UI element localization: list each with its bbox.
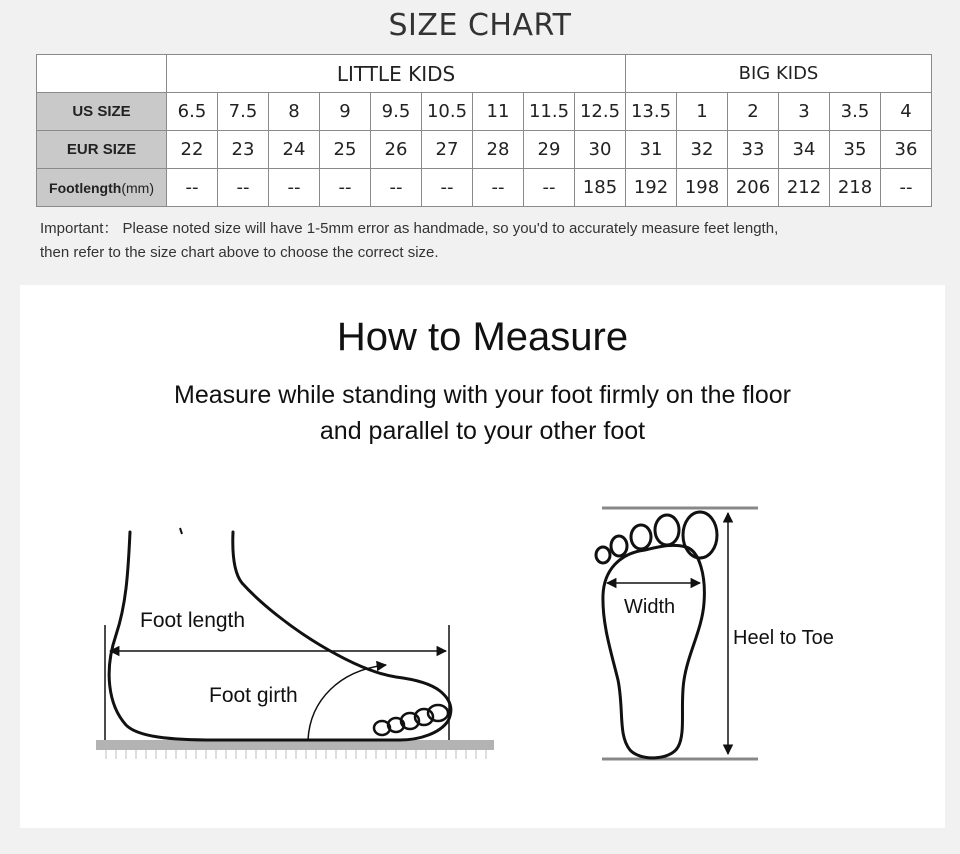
table-cell: 33 [728, 131, 779, 169]
table-cell: -- [422, 169, 473, 207]
row-label-text: US SIZE [72, 103, 131, 120]
table-cell: 6.5 [167, 93, 218, 131]
table-cell: 3.5 [830, 93, 881, 131]
table-cell: -- [269, 169, 320, 207]
table-cell: 206 [728, 169, 779, 207]
table-cell: 2 [728, 93, 779, 131]
side-foot-outline [109, 532, 451, 740]
row-label-text: Footlength [49, 179, 122, 196]
table-cell: 13.5 [626, 93, 677, 131]
row-label [37, 131, 167, 169]
table-cell: 11 [473, 93, 524, 131]
foot-girth-label: Foot girth [209, 684, 298, 707]
row-label-text: EUR SIZE [66, 141, 137, 158]
row-label [37, 169, 167, 207]
table-cell: 23 [218, 131, 269, 169]
measurement-illustration [20, 285, 945, 828]
table-cell: 28 [473, 131, 524, 169]
table-cell: 12.5 [575, 93, 626, 131]
row-label [37, 93, 167, 131]
table-cell: 11.5 [524, 93, 575, 131]
table-cell: 27 [422, 131, 473, 169]
table-cell: 4 [881, 93, 932, 131]
foot-length-label: Foot length [140, 609, 246, 632]
important-note-line-2: then refer to the size chart above to choose the correct size. [40, 244, 439, 261]
table-cell: 1 [677, 93, 728, 131]
table-cell: -- [473, 169, 524, 207]
table-cell: 218 [830, 169, 881, 207]
top-toes [596, 512, 717, 563]
table-cell: 26 [371, 131, 422, 169]
instruction-line-1: Measure while standing with your foot firmly on the floor [174, 381, 791, 409]
how-to-measure-panel [20, 285, 945, 828]
table-cell: 3 [779, 93, 830, 131]
table-cell: -- [881, 169, 932, 207]
important-note [40, 217, 920, 265]
table-cell: 36 [881, 131, 932, 169]
important-note-line-1: Important： Please noted size will have 1-5mm error as handmade, so you'd to accurately measure feet length, [40, 220, 779, 237]
top-foot-sole [603, 545, 704, 758]
side-view-foot-diagram [96, 528, 494, 759]
table-cell: 185 [575, 169, 626, 207]
table-cell: 9 [320, 93, 371, 131]
width-label: Width [624, 596, 676, 618]
table-cell: -- [524, 169, 575, 207]
table-corner-cell [37, 55, 167, 93]
table-cell: 212 [779, 169, 830, 207]
how-to-measure-title: How to Measure [336, 315, 629, 359]
table-cell: 32 [677, 131, 728, 169]
table-cell: 29 [524, 131, 575, 169]
size-chart-table [36, 54, 932, 207]
table-cell: 9.5 [371, 93, 422, 131]
table-cell: 8 [269, 93, 320, 131]
table-cell: 22 [167, 131, 218, 169]
table-cell: 31 [626, 131, 677, 169]
table-cell: 10.5 [422, 93, 473, 131]
table-cell: 192 [626, 169, 677, 207]
floor-mat [96, 740, 494, 759]
table-cell: -- [167, 169, 218, 207]
table-row [37, 93, 932, 131]
table-cell: 25 [320, 131, 371, 169]
table-row [37, 131, 932, 169]
table-cell: 7.5 [218, 93, 269, 131]
row-label-unit: (mm) [121, 179, 154, 196]
table-cell: -- [320, 169, 371, 207]
instruction-line-2: and parallel to your other foot [319, 417, 646, 445]
size-chart-title: SIZE CHART [388, 8, 572, 43]
table-cell: 24 [269, 131, 320, 169]
table-row [37, 169, 932, 207]
top-view-foot-diagram [596, 508, 834, 759]
table-cell: 198 [677, 169, 728, 207]
table-cell: -- [371, 169, 422, 207]
table-cell: 30 [575, 131, 626, 169]
table-cell: -- [218, 169, 269, 207]
table-cell: 34 [779, 131, 830, 169]
table-cell: 35 [830, 131, 881, 169]
size-group-header: LITTLE KIDS [167, 55, 626, 93]
size-group-header: BIG KIDS [626, 55, 932, 93]
size-group-header-row [37, 55, 932, 93]
heel-to-toe-label: Heel to Toe [733, 627, 834, 649]
